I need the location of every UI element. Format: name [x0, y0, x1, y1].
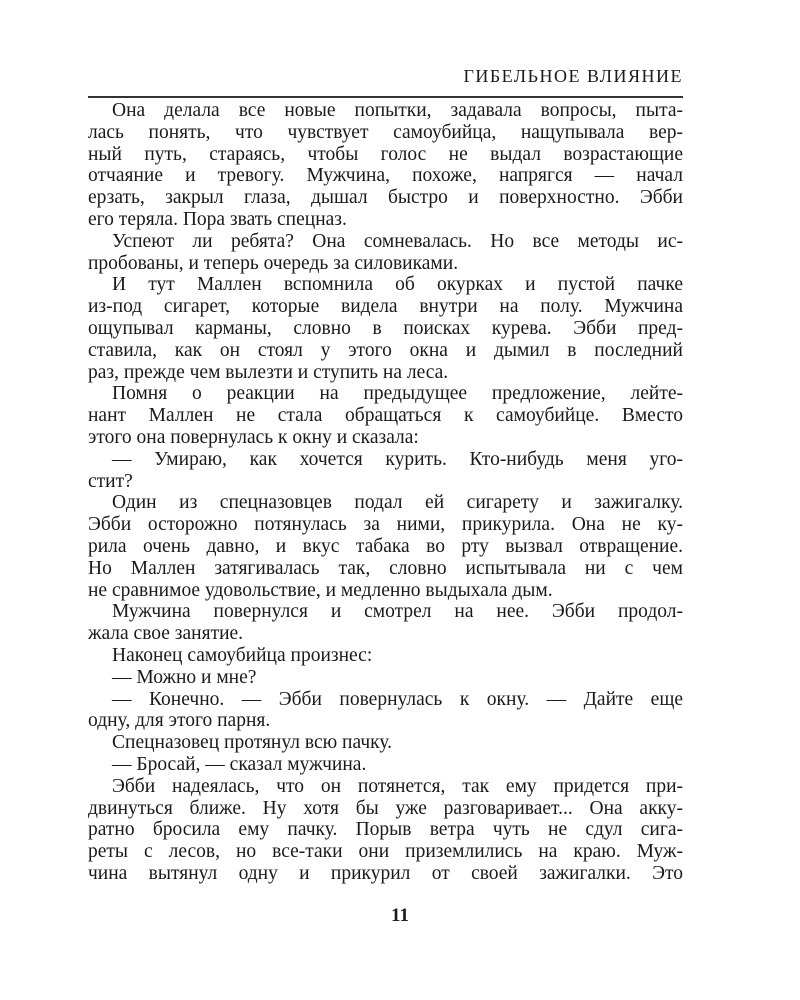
text-line: ратно бросила ему пачку. Порыв ветра чуть не сдул сига-	[88, 819, 683, 841]
text-line: Один из спецназовцев подал ей сигарету и зажигалку.	[112, 492, 683, 514]
page-number: 11	[391, 905, 409, 926]
text-line: не сравнимое удовольствие, и медленно выдыхала дым.	[88, 579, 553, 601]
header-rule	[88, 96, 683, 98]
text-line: ный путь, стараясь, чтобы голос не выдал возрастающие	[88, 143, 683, 165]
text-line: Мужчина повернулся и смотрел на нее. Эбби продол-	[112, 601, 683, 623]
text-line: Она делала все новые попытки, задавала вопросы, пыта-	[112, 100, 683, 121]
text-line: — Конечно. — Эбби повернулась к окну. — Дайте еще	[112, 688, 683, 710]
text-line: Успеют ли ребята? Она сомневалась. Но все методы ис-	[112, 230, 683, 252]
text-line: Наконец самоубийца произнес:	[112, 644, 373, 666]
text-line: нант Маллен не стала обращаться к самоубийце. Вместо	[88, 405, 683, 427]
running-head: ГИБЕЛЬНОЕ ВЛИЯНИЕ	[463, 66, 683, 86]
text-line: одну, для этого парня.	[88, 710, 271, 732]
text-line: жала свое занятие.	[88, 623, 244, 645]
text-line: Эбби осторожно потянулась за ними, прикурила. Она не ку-	[88, 514, 683, 536]
text-line: лась понять, что чувствует самоубийца, нащупывала вер-	[88, 121, 683, 143]
text-line: Спецназовец протянул всю пачку.	[112, 732, 393, 754]
text-line: ерзать, закрыл глаза, дышал быстро и поверхностно. Эбби	[88, 187, 683, 209]
text-line: из-под сигарет, которые видела внутри на полу. Мужчина	[88, 296, 683, 318]
text-line: отчаяние и тревогу. Мужчина, похоже, напрягся — начал	[88, 165, 683, 187]
text-line: Помня о реакции на предыдущее предложение, лейте-	[112, 383, 683, 405]
text-line: Эбби надеялась, что он потянется, так ему придется при-	[112, 775, 683, 797]
text-line: его теряла. Пора звать спецназ.	[88, 208, 347, 230]
text-line: реты с лесов, но все-таки они приземлились на краю. Муж-	[88, 841, 683, 863]
body-text	[88, 100, 683, 885]
text-line: двинуться ближе. Ну хотя бы уже разговаривает... Она акку-	[88, 797, 683, 819]
text-line: раз, прежде чем вылезти и ступить на леса.	[88, 361, 449, 383]
text-line: — Бросай, — сказал мужчина.	[112, 753, 367, 775]
text-line: Но Маллен затягивалась так, словно испытывала ни с чем	[88, 557, 683, 579]
text-line: ставила, как он стоял у этого окна и дымил в последний	[88, 339, 683, 361]
text-line: — Умираю, как хочется курить. Кто-нибудь меня уго-	[112, 448, 683, 470]
text-line: — Можно и мне?	[112, 666, 257, 688]
text-line: чина вытянул одну и прикурил от своей зажигалки. Это	[88, 862, 683, 884]
text-line: И тут Маллен вспомнила об окурках и пустой пачке	[112, 274, 683, 296]
text-line: ощупывал карманы, словно в поисках курева. Эбби пред-	[88, 317, 683, 339]
text-line: этого она повернулась к окну и сказала:	[88, 426, 419, 448]
text-line: стит?	[88, 470, 133, 492]
text-line: рила очень давно, и вкус табака во рту вызвал отвращение.	[88, 535, 683, 557]
text-line: пробованы, и теперь очередь за силовиками.	[88, 252, 459, 274]
